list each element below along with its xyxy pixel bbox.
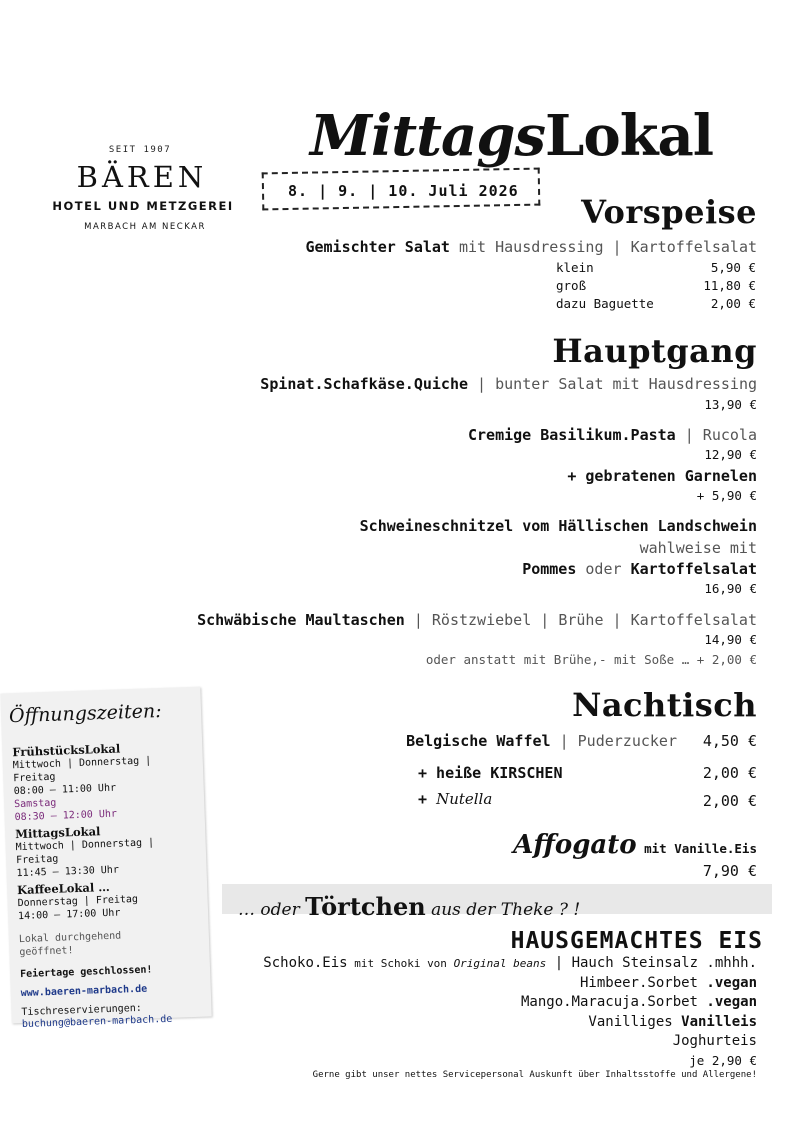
holiday-note: Feiertage geschlossen! bbox=[19, 964, 153, 981]
eis-name: Schoko.Eis bbox=[263, 955, 348, 971]
eis-price: je 2,90 € bbox=[689, 1053, 757, 1068]
logo-since: SEIT 1907 bbox=[108, 145, 172, 155]
eis-tag: .vegan bbox=[706, 994, 757, 1010]
eis-desc: mit Schoki von bbox=[347, 957, 454, 970]
eis-line-3 bbox=[521, 994, 757, 1010]
dish-price: 2,00 € bbox=[702, 792, 757, 810]
dish-note: oder anstatt mit Brühe,- mit Soße … + 2,00 € bbox=[425, 652, 757, 667]
dish-price: 2,00 € bbox=[702, 764, 757, 782]
dish-extra-price: + 5,90 € bbox=[696, 488, 757, 503]
hours-block-title: MittagsLokal bbox=[14, 824, 101, 842]
menu-date: 8. | 9. | 10. Juli 2026 bbox=[288, 182, 519, 200]
email-link[interactable]: buchung@baeren-marbach.de bbox=[21, 1013, 173, 1031]
dish-extra: + gebratenen Garnelen bbox=[567, 467, 757, 485]
hours-days: Freitag bbox=[15, 853, 59, 867]
hours-time: 11:45 – 13:30 Uhr bbox=[16, 864, 120, 880]
hours-days: Donnerstag | Freitag bbox=[17, 893, 139, 910]
eis-line-4 bbox=[588, 1014, 757, 1030]
banner-pre: … oder bbox=[238, 900, 306, 920]
eis-name: Mango.Maracuja.Sorbet bbox=[520, 994, 707, 1010]
price-row bbox=[556, 260, 756, 275]
opening-hours-card bbox=[0, 687, 211, 1031]
eis-brand: Original beans bbox=[453, 957, 547, 970]
hauptgang-dish-2 bbox=[468, 426, 757, 444]
hours-time: 08:30 – 12:00 Uhr bbox=[14, 808, 118, 824]
dish-desc: | Rucola bbox=[675, 426, 757, 444]
dish-name: Schwäbische Maultaschen bbox=[197, 611, 405, 629]
plus-sign: + bbox=[418, 790, 437, 808]
dish-price: 7,90 € bbox=[702, 862, 757, 880]
website-link[interactable]: www.baeren-marbach.de bbox=[20, 983, 148, 1000]
banner-post: aus der Theke ? ! bbox=[425, 900, 581, 920]
hours-block-title: KaffeeLokal … bbox=[16, 879, 110, 898]
hours-note: Lokal durchgehend bbox=[18, 930, 122, 946]
section-eis: HAUSGEMACHTES EIS bbox=[510, 928, 763, 954]
dish-price: 13,90 € bbox=[704, 397, 757, 412]
price-value: 2,00 € bbox=[710, 296, 756, 311]
banner-text bbox=[238, 892, 580, 921]
price-label: dazu Baguette bbox=[556, 296, 654, 311]
price-row bbox=[556, 278, 756, 293]
dish-price: 4,50 € bbox=[702, 732, 757, 750]
nachtisch-item-1 bbox=[406, 732, 677, 750]
hours-days: Mittwoch | Donnerstag | bbox=[15, 837, 155, 854]
dish-price: 14,90 € bbox=[704, 632, 757, 647]
affogato-desc: mit Vanille.Eis bbox=[636, 841, 757, 856]
section-nachtisch: Nachtisch bbox=[572, 686, 757, 724]
section-hauptgang: Hauptgang bbox=[552, 332, 757, 370]
title-main: Lokal bbox=[544, 103, 714, 169]
price-label: klein bbox=[556, 260, 594, 275]
hours-note: geöffnet! bbox=[19, 945, 74, 959]
dish-desc: mit Hausdressing | Kartoffelsalat bbox=[449, 238, 757, 256]
price-value: 11,80 € bbox=[703, 278, 756, 293]
reservation-label: Tischreservierungen: bbox=[21, 1002, 142, 1019]
eis-name: Himbeer.Sorbet bbox=[579, 975, 707, 991]
logo-subtitle: HOTEL UND METZGEREI bbox=[52, 199, 234, 213]
logo-city: MARBACH AM NECKAR bbox=[84, 222, 206, 232]
hours-heading: Öffnungszeiten: bbox=[8, 699, 162, 728]
dish-desc: | Röstzwiebel | Brühe | Kartoffelsalat bbox=[404, 611, 757, 629]
eis-line-2 bbox=[580, 975, 757, 991]
nachtisch-item-3 bbox=[418, 790, 492, 808]
section-vorspeise: Vorspeise bbox=[581, 193, 757, 231]
dish-desc: wahlweise mit bbox=[639, 539, 757, 557]
option-kartoffelsalat: Kartoffelsalat bbox=[630, 560, 757, 578]
hours-time: 14:00 – 17:00 Uhr bbox=[17, 907, 121, 923]
eis-tag: .vegan bbox=[706, 975, 757, 991]
dish-options bbox=[522, 560, 757, 578]
hours-days: Samstag bbox=[13, 797, 57, 811]
dish-name: Cremige Basilikum.Pasta bbox=[468, 426, 676, 444]
eis-line-5: Joghurteis bbox=[672, 1033, 757, 1049]
dish-desc: | bunter Salat mit Hausdressing bbox=[468, 375, 757, 393]
option-or: oder bbox=[576, 560, 631, 578]
hours-days: Freitag bbox=[13, 771, 56, 785]
affogato-item bbox=[513, 830, 757, 860]
page-title bbox=[310, 103, 714, 169]
dish-name: Spinat.Schafkäse.Quiche bbox=[260, 375, 469, 393]
dish-name: Belgische Waffel bbox=[406, 732, 551, 750]
hours-block-title: FrühstücksLokal bbox=[12, 741, 121, 760]
eis-name: Vanilliges bbox=[588, 1014, 682, 1030]
dish-name: Gemischter Salat bbox=[305, 238, 450, 256]
hours-time: 08:00 – 11:00 Uhr bbox=[13, 782, 117, 798]
affogato-title: Affogato bbox=[513, 830, 637, 860]
price-value: 5,90 € bbox=[710, 260, 756, 275]
nutella-label: Nutella bbox=[436, 790, 493, 808]
option-pommes: Pommes bbox=[522, 560, 577, 578]
hauptgang-dish-3: Schweineschnitzel vom Hällischen Landschwein bbox=[359, 517, 757, 535]
eis-name-bold: Vanilleis bbox=[681, 1014, 757, 1030]
price-row bbox=[556, 296, 756, 311]
eis-line-1 bbox=[263, 955, 757, 971]
banner-big: Törtchen bbox=[305, 892, 426, 921]
dish-price: 16,90 € bbox=[704, 581, 757, 596]
hauptgang-dish-4 bbox=[197, 611, 757, 629]
allergen-note: Gerne gibt unser nettes Servicepersonal Auskunft über Inhaltsstoffe und Allergene! bbox=[312, 1070, 757, 1080]
hours-days: Mittwoch | Donnerstag | bbox=[12, 755, 152, 772]
nachtisch-item-2: + heiße KIRSCHEN bbox=[418, 764, 563, 782]
logo-name: BÄREN bbox=[76, 160, 208, 194]
eis-desc-2: | Hauch Steinsalz .mhhh. bbox=[546, 955, 757, 971]
hauptgang-dish-1 bbox=[260, 375, 757, 393]
title-script: Mittags bbox=[310, 103, 545, 169]
dish-price: 12,90 € bbox=[704, 447, 757, 462]
price-label: groß bbox=[556, 278, 587, 293]
dish-desc: | Puderzucker bbox=[550, 732, 677, 750]
vorspeise-dish bbox=[305, 238, 757, 256]
